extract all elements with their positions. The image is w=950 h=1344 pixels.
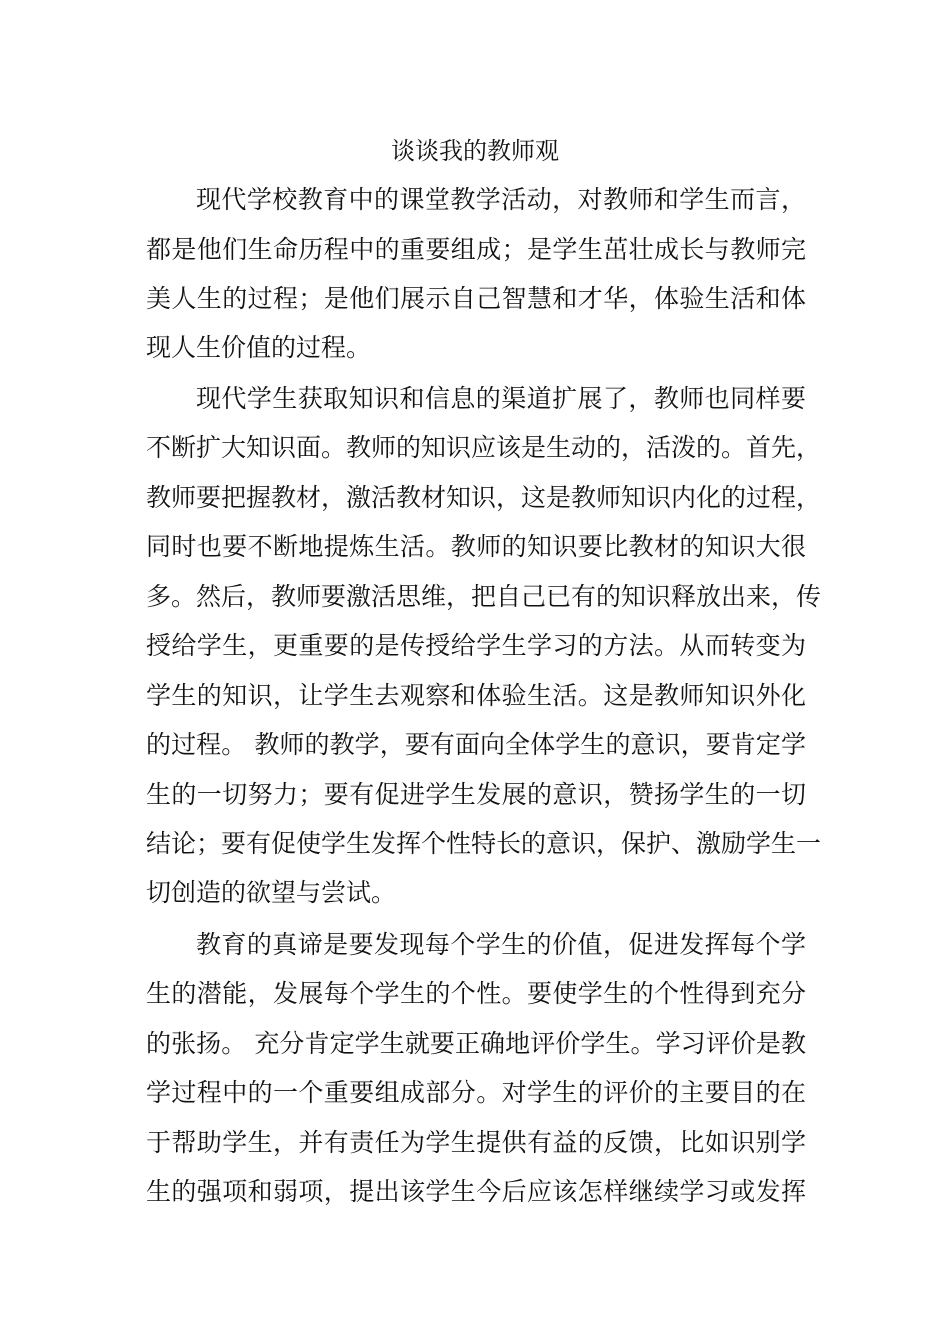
text-line: 授给学生，更重要的是传授给学生学习的方法。从而转变为	[146, 631, 806, 660]
text-line: 学过程中的一个重要组成部分。对学生的评价的主要目的在	[146, 1078, 806, 1107]
text-line: 的张扬。 充分肯定学生就要正确地评价学生。学习评价是教	[146, 1029, 806, 1058]
text-line: 的过程。 教师的教学，要有面向全体学生的意识，要肯定学	[146, 730, 806, 759]
page-title: 谈谈我的教师观	[391, 137, 559, 165]
text-line: 都是他们生命历程中的重要组成；是学生茁壮成长与教师完	[146, 235, 806, 264]
text-line: 生的潜能，发展每个学生的个性。要使学生的个性得到充分	[146, 979, 806, 1008]
text-line: 现人生价值的过程。	[146, 333, 372, 362]
text-line: 教育的真谛是要发现每个学生的价值，促进发挥每个学	[196, 930, 806, 959]
text-line: 生的一切努力；要有促进学生发展的意识，赞扬学生的一切	[146, 780, 806, 809]
text-line: 现代学校教育中的课堂教学活动，对教师和学生而言，	[196, 185, 806, 214]
text-line: 同时也要不断地提炼生活。教师的知识要比教材的知识大很	[146, 532, 806, 561]
text-line: 现代学生获取知识和信息的渠道扩展了，教师也同样要	[196, 384, 806, 413]
text-line: 教师要把握教材，激活教材知识，这是教师知识内化的过程，	[146, 483, 822, 512]
text-line: 多。然后，教师要激活思维，把自己已有的知识释放出来，传	[146, 582, 822, 611]
text-line: 于帮助学生，并有责任为学生提供有益的反馈，比如识别学	[146, 1128, 806, 1157]
text-line: 切创造的欲望与尝试。	[146, 878, 397, 907]
text-line: 学生的知识，让学生去观察和体验生活。这是教师知识外化	[146, 681, 806, 710]
text-line: 结论；要有促使学生发挥个性特长的意识，保护、激励学生一	[146, 829, 822, 858]
text-line: 生的强项和弱项，提出该学生今后应该怎样继续学习或发挥	[146, 1177, 806, 1206]
text-line: 不断扩大知识面。教师的知识应该是生动的，活泼的。首先，	[146, 433, 822, 462]
text-line: 美人生的过程；是他们展示自己智慧和才华，体验生活和体	[146, 284, 806, 313]
